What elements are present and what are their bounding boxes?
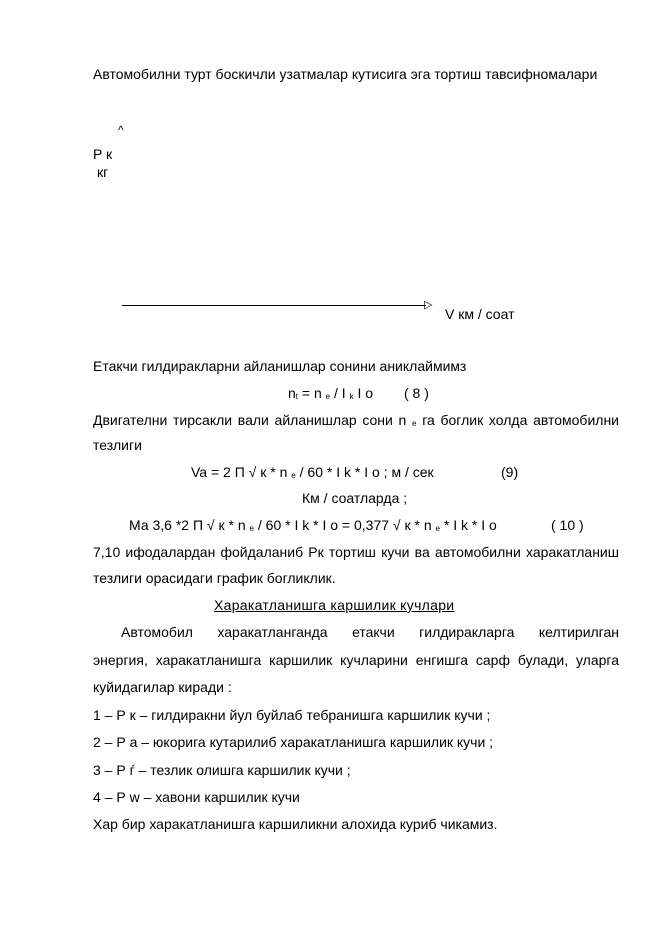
formula-10-sub-e2: e (435, 524, 440, 533)
formula-8-number: ( 8 ) (404, 385, 429, 401)
x-axis-line (122, 305, 426, 306)
text-graph-relation-2: тезлиги орасидаги график богликлик. (93, 570, 336, 586)
formula-8-eq: = n (298, 385, 326, 401)
text-engine-speed-b: га боглик холда автомобилни (416, 412, 619, 428)
formula-8-rest: I o (353, 385, 374, 401)
formula-9-number: (9) (501, 464, 519, 480)
text-speed-word: тезлиги (93, 437, 142, 453)
document-title: Автомобилни турт боскичли узатмалар кутисига эга тортиш тавсифномалари (93, 66, 598, 82)
y-axis-label: P к (93, 146, 113, 162)
formula-9 (191, 464, 434, 481)
units-line: Км / соатларда ; (302, 490, 408, 506)
formula-8-n: n (288, 385, 296, 401)
formula-8-sub-t: t (295, 392, 299, 401)
list-item: 4 – Р w – хавони каршилик кучи (93, 789, 300, 805)
formula-10-c: * I k * I o (439, 517, 497, 533)
formula-9-b: / 60 * I k * I o ; м / сек (295, 464, 434, 480)
formula-10-sub-e: e (249, 524, 254, 533)
y-axis-unit: кг (97, 164, 109, 180)
x-axis-arrowhead-icon: ▷ (424, 299, 433, 311)
formula-9-sub-e: e (291, 471, 296, 480)
list-item: 3 – Р ѓ – тезлик олишга каршилик кучи ; (93, 762, 351, 778)
list-item: 1 – Р к – гилдиракни йул буйлаб тебранишга каршилик кучи ; (93, 707, 491, 723)
text-wheel-revolutions: Етакчи гилдиракларни айланишлар сонини аниклаймимз (93, 358, 467, 374)
formula-10-b: / 60 * I k * I o = 0,377 √ к * n (253, 517, 436, 533)
section-heading: Харакатланишга каршилик кучлари (214, 597, 455, 613)
formula-8-slash: / I (330, 385, 350, 401)
formula-9-a: Va = 2 П √ к * n (191, 464, 292, 480)
text-engine-speed-sub: e (412, 419, 417, 428)
formula-10-a: Ма 3,6 *2 П √ к * n (129, 517, 250, 533)
text-engine-speed-a: Двигателни тирсакли вали айланишлар сони n (93, 412, 413, 428)
list-item: 2 – Р а – юкорига кутарилиб харакатланишга каршилик кучи ; (93, 734, 494, 750)
text-graph-relation-1: 7,10 ифодалардан фойдаланиб Рк тортиш кучи ва автомобилни харакатланиш (93, 544, 619, 560)
text-engine-speed (93, 412, 619, 429)
formula-10 (129, 517, 497, 534)
text-resistance-3: куйидагилар киради : (93, 679, 232, 695)
x-axis-label: V км / соат (445, 306, 515, 322)
formula-10-number: ( 10 ) (551, 517, 584, 533)
formula-8-sub-k: k (349, 392, 354, 401)
closing-text: Хар бир харакатланишга каршиликни алохида куриб чикамиз. (93, 816, 498, 832)
formula-8-sub-e: e (325, 392, 331, 401)
formula-8 (288, 385, 373, 402)
text-resistance-1: Автомобил харакатланганда етакчи гилдиракларга келтирилган (121, 624, 619, 640)
y-axis-arrow-icon: ^ (118, 123, 124, 137)
text-resistance-2: энергия, харакатланишга каршилик кучларини енгишга сарф булади, уларга (93, 652, 619, 668)
